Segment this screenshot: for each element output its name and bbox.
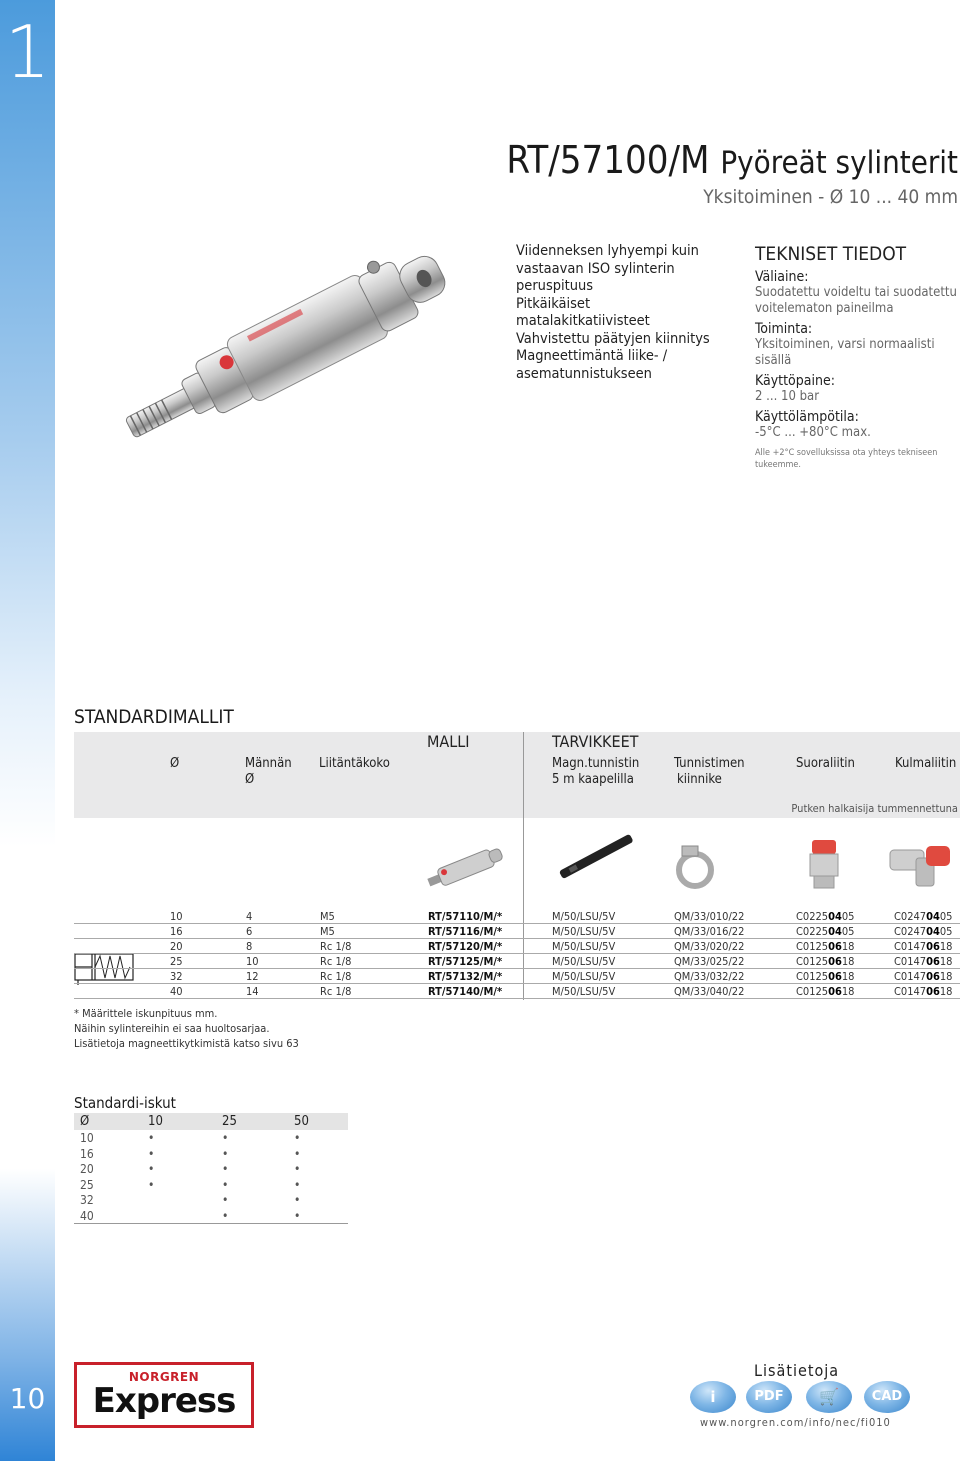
page-number: 10	[9, 1382, 46, 1415]
stroke-50-mark: •	[294, 1146, 301, 1161]
fitting-code-prefix: C0125	[796, 940, 829, 953]
col-header-port: Liitäntäkoko	[319, 756, 390, 771]
fitting-code-prefix: C0247	[894, 910, 927, 923]
fitting-code-prefix: C0125	[796, 970, 829, 983]
port-cell: M5	[320, 910, 335, 923]
diameter-cell: 10	[170, 910, 183, 923]
col-header-rod-diameter: Ø	[245, 772, 255, 787]
strokes-row	[74, 1192, 348, 1208]
page-subtitle: Yksitoiminen - Ø 10 ... 40 mm	[703, 186, 958, 208]
strokes-bottom-rule	[74, 1223, 348, 1224]
bracket-cell: QM/33/010/22	[674, 910, 745, 923]
tech-label-temperature: Käyttölämpötila:	[755, 409, 859, 425]
table-row	[74, 909, 960, 924]
stroke-25-mark: •	[222, 1131, 229, 1145]
footnote: Näihin sylintereihin ei saa huoltosarjaa.	[74, 1022, 270, 1035]
col-header-elbow: Kulmaliitin	[895, 756, 957, 771]
info-url[interactable]: www.norgren.com/info/nec/fi010	[700, 1416, 891, 1429]
port-cell: Rc 1/8	[320, 985, 352, 998]
stroke-50-mark: •	[294, 1208, 301, 1223]
magnetic-sensor-cell: M/50/LSU/5V	[552, 955, 616, 968]
tech-label-medium: Väliaine:	[755, 269, 809, 285]
chapter-number: 1	[4, 10, 51, 94]
port-cell: M5	[320, 925, 335, 938]
fitting-code-prefix: C0147	[894, 940, 927, 953]
straight-fitting-image	[804, 836, 844, 892]
pdf-button[interactable]: PDF	[746, 1381, 792, 1413]
port-cell: Rc 1/8	[320, 970, 352, 983]
strokes-row	[74, 1208, 348, 1224]
strokes-diameter: 32	[80, 1193, 94, 1207]
elbow-fitting-cell	[894, 910, 952, 923]
fitting-code-suffix: 05	[841, 925, 855, 938]
tech-value-medium: Suodatettu voideltu tai suodatettu voitelematon paineilma	[755, 285, 957, 316]
tube-diameter-code: 06	[828, 985, 842, 998]
more-info-title: Lisätietoja	[754, 1361, 840, 1380]
standard-strokes-table	[74, 1113, 348, 1223]
rod-cell: 6	[246, 925, 253, 938]
elbow-fitting-image	[886, 836, 958, 892]
stroke-50-mark: •	[294, 1162, 301, 1176]
stroke-10-mark: •	[148, 1177, 155, 1192]
straight-fitting-cell	[796, 940, 854, 953]
strokes-row	[74, 1177, 348, 1193]
strokes-row	[74, 1146, 348, 1162]
model-cell: RT/57132/M/*	[428, 970, 503, 983]
bracket-cell: QM/33/040/22	[674, 985, 745, 998]
strokes-body	[74, 1130, 348, 1223]
col-header-straight: Suoraliitin	[796, 756, 855, 771]
tube-diameter-code: 06	[828, 955, 842, 968]
logo-express-text: Express	[92, 1381, 236, 1421]
diameter-cell: 25	[170, 955, 183, 968]
elbow-fitting-cell	[894, 970, 952, 983]
rod-cell: 12	[246, 970, 259, 983]
tube-diameter-code: 06	[926, 970, 940, 983]
tech-value-pressure: 2 ... 10 bar	[755, 389, 819, 404]
col-header-accessories: TARVIKKEET	[552, 732, 639, 751]
tube-diameter-code: 06	[926, 940, 940, 953]
rod-cell: 8	[246, 940, 253, 953]
strokes-header: 10	[148, 1114, 163, 1129]
elbow-fitting-cell	[894, 955, 952, 968]
fitting-code-suffix: 18	[939, 985, 953, 998]
cad-button[interactable]: CAD	[864, 1381, 910, 1413]
fitting-code-suffix: 18	[939, 970, 953, 983]
stroke-25-mark: •	[222, 1208, 229, 1223]
fitting-code-prefix: C0225	[796, 925, 829, 938]
tech-value-temperature: -5°C ... +80°C max.	[755, 425, 871, 440]
standard-strokes-title: Standardi-iskut	[74, 1094, 176, 1112]
stroke-25-mark: •	[222, 1193, 229, 1207]
tube-diameter-code: 04	[926, 910, 940, 923]
standard-models-title: STANDARDIMALLIT	[74, 706, 234, 728]
side-color-strip	[0, 0, 55, 1461]
stroke-25-mark: •	[222, 1177, 229, 1192]
stroke-25-mark: •	[222, 1162, 229, 1176]
diameter-cell: 20	[170, 940, 183, 953]
fitting-code-prefix: C0147	[894, 970, 927, 983]
tube-diameter-code: 06	[828, 940, 842, 953]
strokes-row	[74, 1130, 348, 1146]
tube-diameter-code: 04	[926, 925, 940, 938]
straight-fitting-cell	[796, 985, 854, 998]
fitting-code-suffix: 05	[939, 910, 953, 923]
magnetic-sensor-cell: M/50/LSU/5V	[552, 970, 616, 983]
footnote: * Määrittele iskunpituus mm.	[74, 1007, 218, 1020]
bracket-cell: QM/33/016/22	[674, 925, 745, 938]
fitting-code-prefix: C0147	[894, 985, 927, 998]
fitting-code-suffix: 05	[841, 910, 855, 923]
magnetic-sensor-image	[552, 828, 640, 884]
bracket-cell: QM/33/032/22	[674, 970, 745, 983]
tech-label-operation: Toiminta:	[755, 321, 813, 337]
strokes-header: 50	[294, 1114, 309, 1129]
fitting-code-prefix: C0247	[894, 925, 927, 938]
tube-diameter-code: 04	[828, 910, 842, 923]
model-cell: RT/57120/M/*	[428, 940, 503, 953]
table-row	[74, 969, 960, 984]
tech-note: Alle +2°C sovelluksissa ota yhteys tekniseen tukeemme.	[755, 448, 938, 470]
info-button[interactable]: i	[690, 1381, 736, 1413]
cart-button[interactable]: 🛒	[806, 1381, 852, 1413]
fitting-code-suffix: 18	[841, 955, 855, 968]
tube-diameter-code: 06	[828, 970, 842, 983]
standard-models-table	[74, 909, 960, 999]
col-header-magnetic: Magn.tunnistin	[552, 756, 640, 771]
strokes-diameter: 40	[80, 1208, 94, 1223]
sensor-bracket-image	[672, 842, 718, 892]
diameter-cell: 16	[170, 925, 183, 938]
tube-diameter-code: 04	[828, 925, 842, 938]
col-header-diameter: Ø	[170, 756, 180, 771]
fitting-code-suffix: 18	[841, 985, 855, 998]
strokes-row	[74, 1161, 348, 1177]
magnetic-sensor-cell: M/50/LSU/5V	[552, 985, 616, 998]
technical-data-title: TEKNISET TIEDOT	[755, 243, 907, 265]
strokes-header: 25	[222, 1114, 237, 1129]
strokes-diameter: 25	[80, 1177, 94, 1192]
feature-item: Viidenneksen lyhyempi kuin vastaavan ISO sylinterin peruspituus	[516, 243, 699, 294]
fitting-code-prefix: C0147	[894, 955, 927, 968]
elbow-fitting-cell	[894, 985, 952, 998]
col-header-bracket: Tunnistimen	[674, 756, 745, 771]
diameter-cell: 40	[170, 985, 183, 998]
tube-diameter-code: 06	[926, 955, 940, 968]
straight-fitting-cell	[796, 970, 854, 983]
bracket-cell: QM/33/020/22	[674, 940, 745, 953]
product-name: Pyöreät sylinterit	[720, 145, 958, 181]
magnetic-sensor-cell: M/50/LSU/5V	[552, 925, 616, 938]
bracket-cell: QM/33/025/22	[674, 955, 745, 968]
feature-item: Pitkäikäiset matalakitkatiivisteet	[516, 295, 650, 329]
elbow-fitting-cell	[894, 940, 952, 953]
footnotes	[74, 1006, 299, 1051]
straight-fitting-cell	[796, 910, 854, 923]
tube-diameter-code: 06	[926, 985, 940, 998]
stroke-50-mark: •	[294, 1131, 301, 1145]
tube-diameter-note: Putken halkaisija tummennettuna	[791, 802, 958, 815]
feature-item: Vahvistettu päätyjen kiinnitys	[516, 330, 710, 347]
table-row	[74, 954, 960, 969]
model-cell: RT/57125/M/*	[428, 955, 503, 968]
stroke-10-mark: •	[148, 1162, 155, 1176]
port-cell: Rc 1/8	[320, 940, 352, 953]
model-cell: RT/57110/M/*	[428, 910, 503, 923]
page-title	[506, 138, 958, 182]
feature-list	[516, 243, 726, 383]
model-cell: RT/57140/M/*	[428, 985, 503, 998]
stroke-10-mark: •	[148, 1146, 155, 1161]
standard-models-header	[74, 732, 960, 818]
technical-data	[755, 243, 960, 471]
straight-fitting-cell	[796, 955, 854, 968]
straight-fitting-cell	[796, 925, 854, 938]
model-cell: RT/57116/M/*	[428, 925, 503, 938]
fitting-code-suffix: 18	[939, 940, 953, 953]
col-header-magnetic-cable: 5 m kaapelilla	[552, 772, 634, 787]
strokes-header-row	[74, 1113, 348, 1130]
port-cell: Rc 1/8	[320, 955, 352, 968]
col-header-model: MALLI	[427, 732, 470, 751]
strokes-diameter: 16	[80, 1146, 94, 1161]
rod-cell: 10	[246, 955, 259, 968]
rod-cell: 14	[246, 985, 259, 998]
fitting-code-suffix: 18	[939, 955, 953, 968]
fitting-code-prefix: C0225	[796, 910, 829, 923]
logo-norgren-text: NORGREN	[128, 1370, 200, 1384]
product-code: RT/57100/M	[506, 138, 710, 182]
cylinder-thumbnail	[420, 842, 510, 894]
norgren-express-logo	[74, 1362, 254, 1428]
diameter-cell: 32	[170, 970, 183, 983]
footnote: Lisätietoja magneettikytkimistä katso sivu 63	[74, 1037, 299, 1050]
table-row	[74, 924, 960, 939]
tech-label-pressure: Käyttöpaine:	[755, 373, 835, 389]
col-header-rod: Männän	[245, 756, 292, 771]
feature-item: Magneettimäntä liike- / asematunnistukseen	[516, 348, 668, 382]
tech-value-operation: Yksitoiminen, varsi normaalisti sisällä	[755, 337, 935, 368]
strokes-header: Ø	[80, 1114, 90, 1129]
stroke-50-mark: •	[294, 1193, 301, 1207]
fitting-code-suffix: 05	[939, 925, 953, 938]
fitting-code-suffix: 18	[841, 970, 855, 983]
cylinder-product-image	[82, 232, 482, 472]
stroke-25-mark: •	[222, 1146, 229, 1161]
strokes-diameter: 20	[80, 1162, 94, 1176]
fitting-code-suffix: 18	[841, 940, 855, 953]
fitting-code-prefix: C0125	[796, 955, 829, 968]
magnetic-sensor-cell: M/50/LSU/5V	[552, 940, 616, 953]
table-row	[74, 939, 960, 954]
elbow-fitting-cell	[894, 925, 952, 938]
table-row	[74, 984, 960, 999]
fitting-code-prefix: C0125	[796, 985, 829, 998]
magnetic-sensor-cell: M/50/LSU/5V	[552, 910, 616, 923]
col-header-bracket-2: kiinnike	[677, 772, 722, 787]
rod-cell: 4	[246, 910, 253, 923]
stroke-50-mark: •	[294, 1177, 301, 1192]
strokes-diameter: 10	[80, 1131, 94, 1145]
stroke-10-mark: •	[148, 1131, 155, 1145]
